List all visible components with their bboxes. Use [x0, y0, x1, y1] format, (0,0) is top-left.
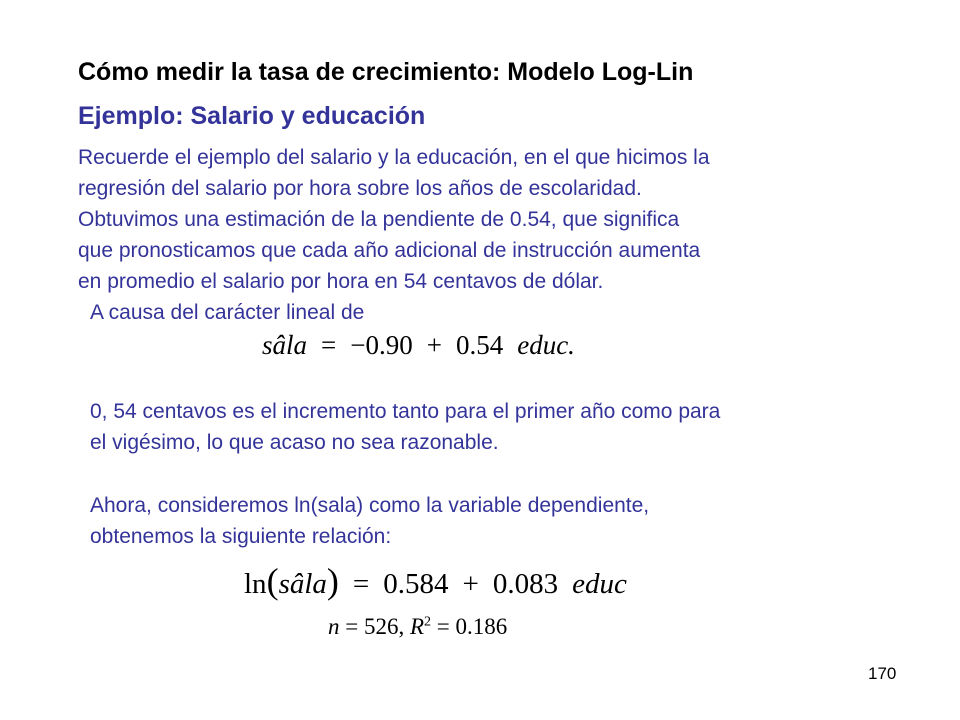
slide-title: Cómo medir la tasa de crecimiento: Modelo Log-Lin	[78, 58, 694, 86]
eq2-lhs: sâla	[278, 568, 327, 600]
eq2-open-paren: (	[266, 561, 279, 601]
eq3-n-value: 526,	[363, 614, 410, 639]
linear-intro-text: A causa del carácter lineal de	[90, 301, 365, 324]
intro-line: Recuerde el ejemplo del salario y la educación, en el que hicimos la	[78, 146, 710, 169]
slide-subtitle: Ejemplo: Salario y educación	[78, 102, 426, 130]
log-equation	[244, 560, 627, 602]
eq2-var: educ	[572, 568, 627, 600]
linear-comment-line: el vigésimo, lo que acaso no sea razonable.	[90, 431, 499, 454]
eq2-equals: =	[352, 568, 370, 600]
linear-equation	[262, 330, 575, 361]
eq2-slope: 0.083	[492, 568, 559, 600]
eq3-r-label: R	[409, 614, 425, 639]
intro-line: en promedio el salario por hora en 54 centavos de dólar.	[78, 270, 604, 293]
eq2-ln: ln	[244, 568, 267, 600]
intro-line: regresión del salario por hora sobre los años de escolaridad.	[78, 177, 642, 200]
eq1-slope: 0.54	[455, 330, 504, 360]
intro-line: que pronosticamos que cada año adicional de instrucción aumenta	[78, 239, 701, 262]
eq3-n-label: n	[328, 614, 340, 639]
eq2-plus: +	[462, 568, 479, 600]
fit-statistics	[328, 614, 507, 640]
log-intro	[90, 490, 910, 552]
eq3-r-eq: =	[436, 614, 450, 639]
eq1-lhs: sâla	[262, 330, 308, 360]
eq1-intercept: −0.90	[350, 330, 413, 360]
linear-comment	[90, 396, 910, 458]
eq3-r-exponent: 2	[424, 614, 432, 630]
eq1-plus: +	[426, 330, 442, 360]
log-intro-line: Ahora, consideremos ln(sala) como la variable dependiente,	[90, 494, 650, 517]
eq3-r-value: 0.186	[455, 614, 508, 639]
linear-comment-line: 0, 54 centavos es el incremento tanto para el primer año como para	[90, 400, 721, 423]
linear-intro	[90, 297, 910, 328]
eq3-eq-sign: =	[345, 614, 359, 639]
eq1-equals: =	[321, 330, 337, 360]
eq2-intercept: 0.584	[383, 568, 449, 600]
log-intro-line: obtenemos la siguiente relación:	[90, 525, 392, 548]
intro-paragraph	[78, 142, 898, 297]
intro-line: Obtuvimos una estimación de la pendiente de 0.54, que significa	[78, 208, 680, 231]
page-number: 170	[868, 664, 897, 683]
eq2-close-paren: )	[326, 561, 339, 601]
eq1-var: educ.	[517, 330, 575, 360]
